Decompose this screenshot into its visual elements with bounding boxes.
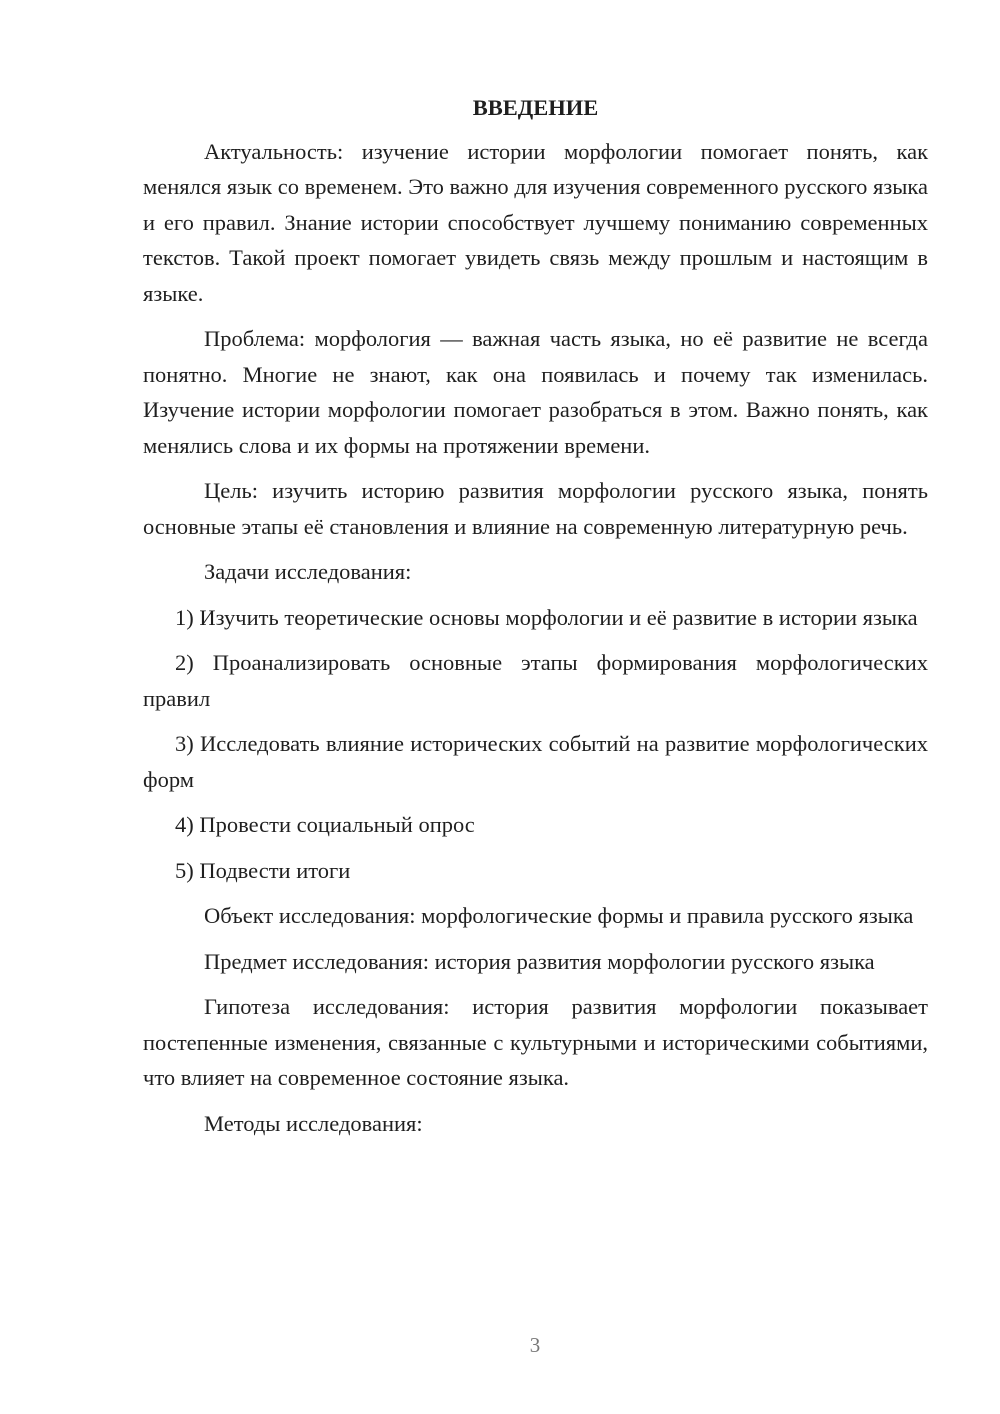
- page-content: [143, 90, 928, 1151]
- problem-paragraph: Проблема: морфология — важная часть языка, но её развитие не всегда понятно. Многие не знают, как она появилась и почему так изменилась. Изучение истории морфологии помогает разобраться в этом. Важно понять, как менялись слова и их формы на протяжении времени.: [143, 326, 928, 458]
- task-item-1: 1) Изучить теоретические основы морфологии и её развитие в истории языка: [175, 604, 918, 630]
- relevance-paragraph: Актуальность: изучение истории морфологии помогает понять, как менялся язык со временем. Это важно для изучения современного русского языка и его правил. Знание истории способствует лучшему пониманию современных текстов. Такой проект помогает увидеть связь между прошлым и настоящим в языке.: [143, 138, 928, 306]
- tasks-heading: Задачи исследования:: [204, 559, 412, 584]
- page-number: 3: [529, 1333, 541, 1357]
- object-paragraph: Объект исследования: морфологические формы и правила русского языка: [204, 903, 914, 928]
- subject-paragraph: Предмет исследования: история развития морфологии русского языка: [204, 948, 875, 974]
- task-item-5: 5) Подвести итоги: [175, 857, 351, 883]
- task-item-4: 4) Провести социальный опрос: [175, 812, 475, 837]
- goal-paragraph: Цель: изучить историю развития морфологии русского языка, понять основные этапы её становления и влияние на современную литературную речь.: [143, 478, 928, 539]
- methods-paragraph: Методы исследования:: [204, 1110, 423, 1136]
- hypothesis-paragraph: Гипотеза исследования: история развития морфологии показывает постепенные изменения, связанные с культурными и историческими событиями, что влияет на современное состояние языка.: [143, 994, 928, 1090]
- task-item-3: 3) Исследовать влияние исторических событий на развитие морфологических форм: [143, 731, 928, 792]
- task-item-2: 2) Проанализировать основные этапы формирования морфологических правил: [143, 650, 928, 711]
- section-title: ВВЕДЕНИЕ: [472, 95, 599, 120]
